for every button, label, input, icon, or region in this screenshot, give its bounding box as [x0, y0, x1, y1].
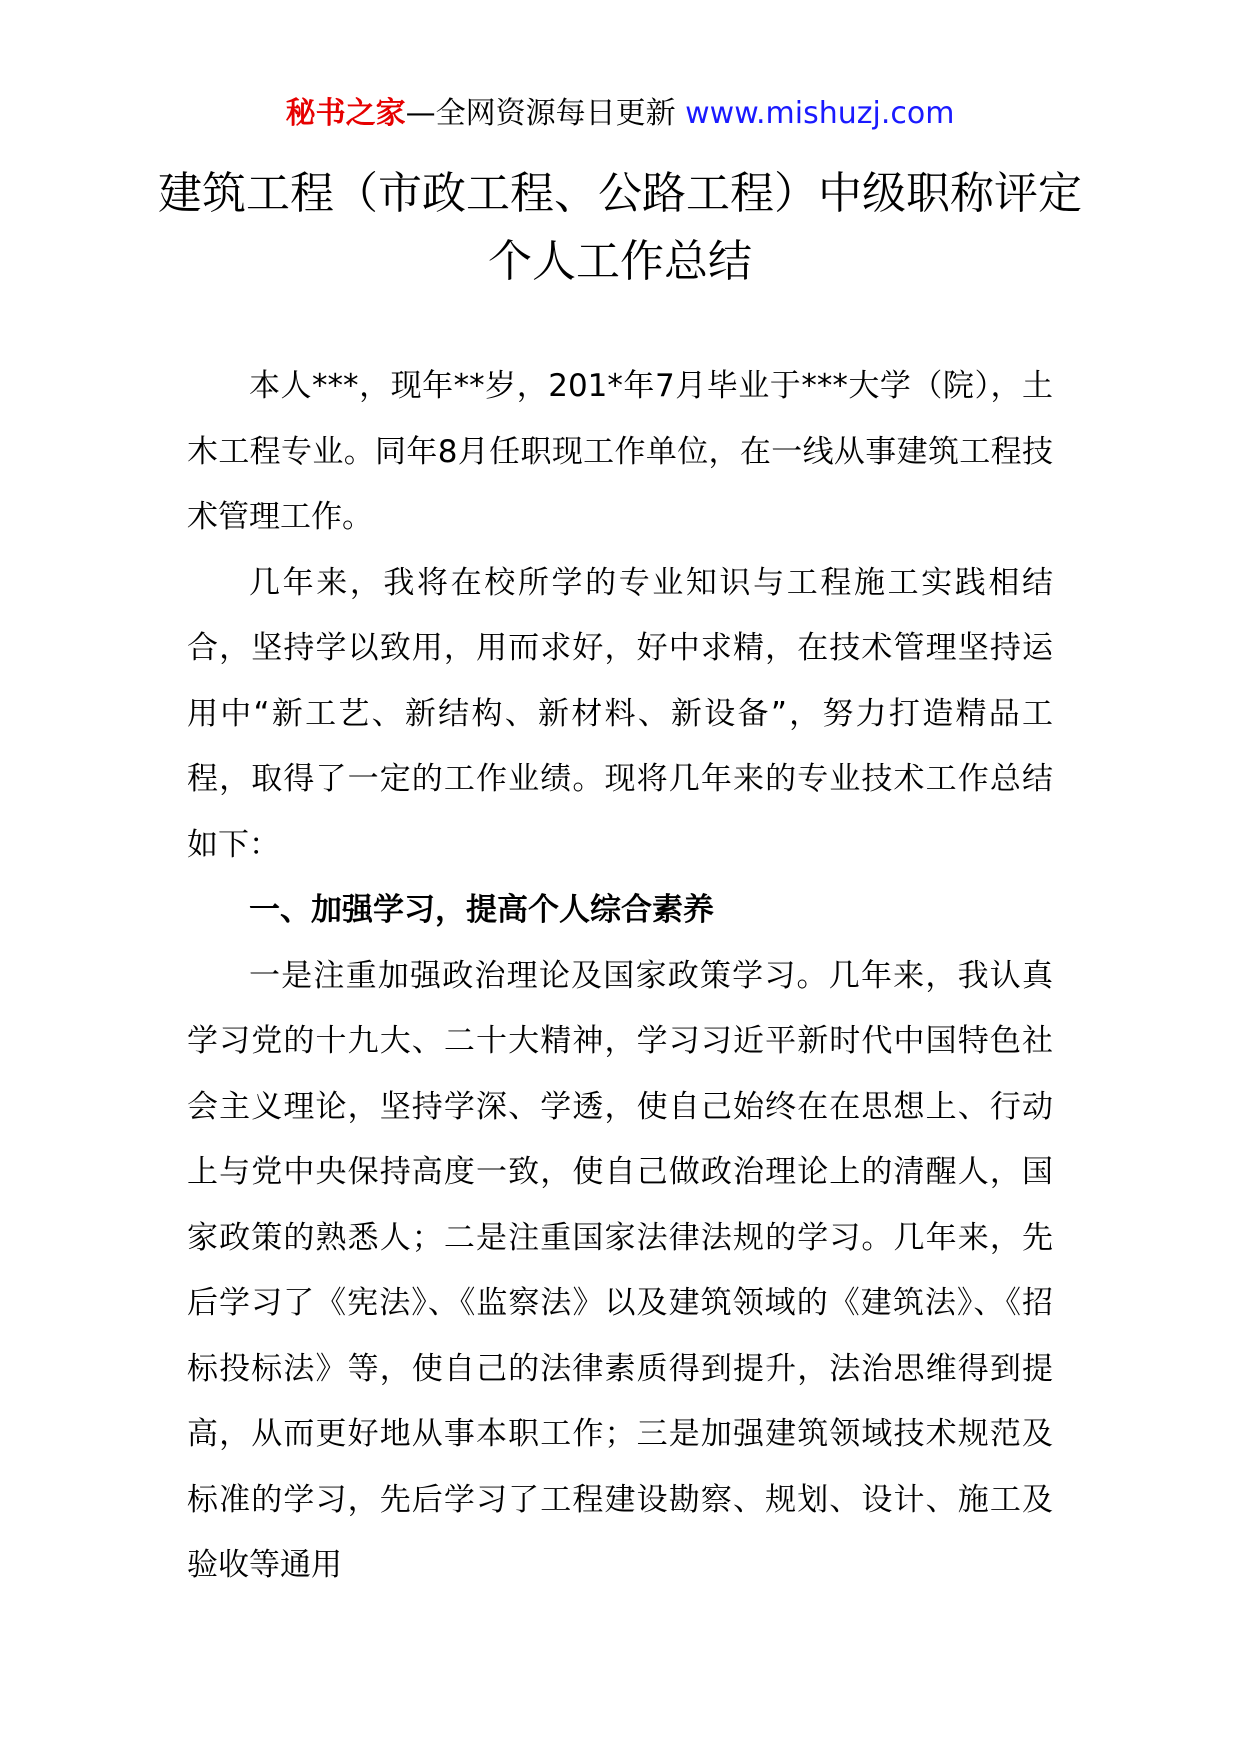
- section-heading-1: 一、加强学习，提高个人综合素养: [249, 892, 714, 928]
- document-title: 建筑工程（市政工程、公路工程）中级职称评定个人工作总结: [158, 168, 1082, 287]
- site-brand: 秘书之家: [285, 96, 406, 131]
- site-tagline: —全网资源每日更新: [405, 96, 676, 131]
- document-body: [187, 354, 1053, 1599]
- site-url-link[interactable]: www.mishuzj.com: [685, 96, 955, 131]
- paragraph-intro: 本人***，现年**岁，201*年7月毕业于***大学（院），土木工程专业。同年8月任职现工作单位，在一线从事建筑工程技术管理工作。: [187, 368, 1053, 535]
- paragraph-study: 一是注重加强政治理论及国家政策学习。几年来，我认真学习党的十九大、二十大精神，学习习近平新时代中国特色社会主义理论，坚持学深、学透，使自己始终在在思想上、行动上与党中央保持高度一致，使自己做政治理论上的清醒人，国家政策的熟悉人；二是注重国家法律法规的学习。几年来，先后学习了《宪法》、《监察法》以及建筑领域的《建筑法》、《招标投标法》等，使自己的法律素质得到提升，法治思维得到提高，从而更好地从事本职工作；三是加强建筑领域技术规范及标准的学习，先后学习了工程建设勘察、规划、设计、施工及验收等通用: [187, 957, 1053, 1583]
- site-header: [0, 94, 1240, 134]
- paragraph-overview: 几年来，我将在校所学的专业知识与工程施工实践相结合，坚持学以致用，用而求好，好中求精，在技术管理坚持运用中“新工艺、新结构、新材料、新设备”，努力打造精品工程，取得了一定的工作业绩。现将几年来的专业技术工作总结如下：: [187, 564, 1053, 863]
